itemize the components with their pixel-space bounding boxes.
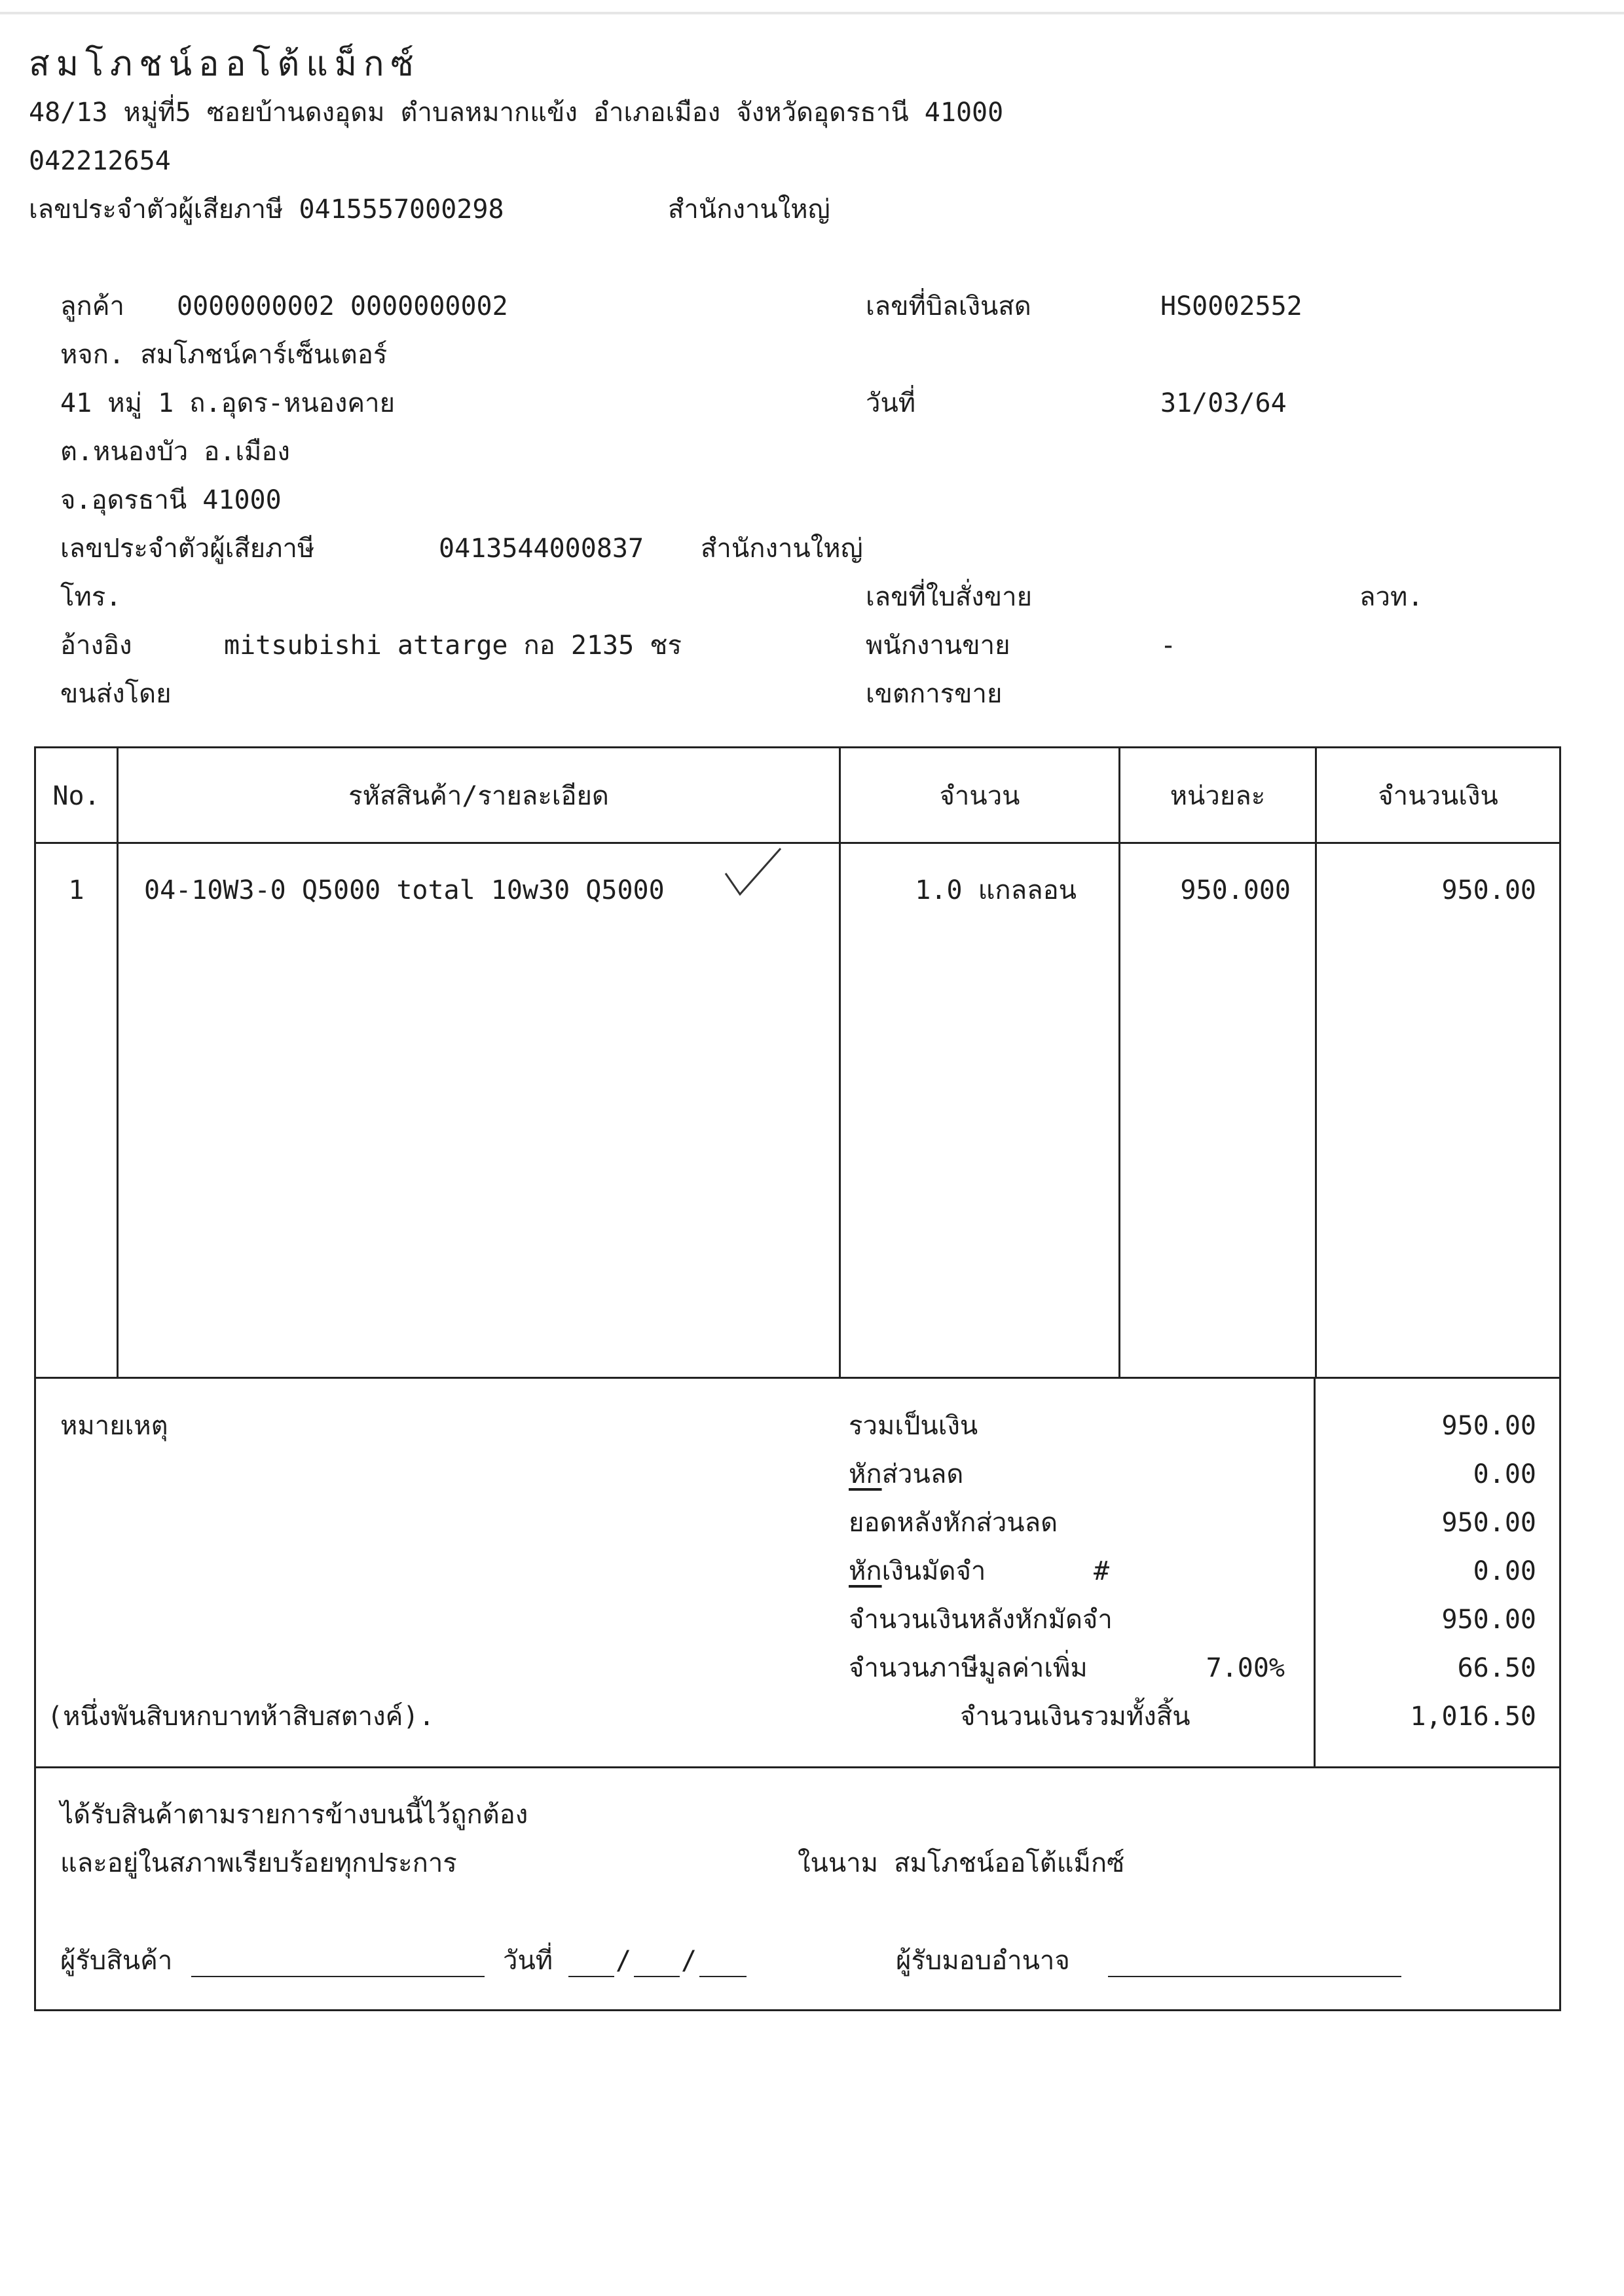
- vat-rate: 7.00%: [1206, 1653, 1285, 1683]
- bill-number: HS0002552: [1160, 291, 1302, 321]
- vat-label: จำนวนภาษีมูลค่าเพิ่ม: [849, 1653, 1088, 1683]
- column-divider: [1315, 746, 1317, 1379]
- vat-value: 66.50: [1457, 1653, 1536, 1683]
- column-divider: [839, 746, 841, 1379]
- deposit-hash: #: [1094, 1556, 1110, 1586]
- row-description: 04-10W3-0 Q5000 total 10w30 Q5000: [144, 875, 665, 905]
- receive-date-year-line: [699, 1976, 747, 1977]
- header-description: รหัสสินค้า/รายละเอียด: [348, 781, 609, 811]
- header-no: No.: [52, 781, 100, 811]
- customer-code: 0000000002 0000000002: [177, 291, 508, 321]
- row-unit-price: 950.000: [1180, 875, 1291, 905]
- row-quantity: 1.0 แกลลอน: [915, 875, 1077, 905]
- sales-order-label: เลขที่ใบสั่งขาย: [866, 582, 1033, 612]
- customer-address-2: ต.หนองบัว อ.เมือง: [60, 437, 290, 467]
- company-address: 48/13 หมู่ที่5 ซอยบ้านดงอุดม ตำบลหมากแข้ง อำเภอเมือง จังหวัดอุดรธานี 41000: [29, 98, 1004, 128]
- subtotal-value: 950.00: [1441, 1411, 1536, 1441]
- bill-number-label: เลขที่บิลเงินสด: [866, 291, 1031, 321]
- discount-prefix: หัก: [849, 1459, 882, 1489]
- discount-label-rest: ส่วนลด: [881, 1459, 964, 1489]
- authorized-signature-line: [1108, 1976, 1401, 1977]
- customer-phone-label: โทร.: [60, 582, 122, 612]
- authorized-label: ผู้รับมอบอำนาจ: [896, 1946, 1070, 1976]
- check-mark-icon: [720, 845, 786, 897]
- received-statement-1: ได้รับสินค้าตามรายการข้างบนนี้ไว้ถูกต้อง: [60, 1800, 528, 1830]
- company-tax-id: เลขประจำตัวผู้เสียภาษี 0415557000298: [29, 194, 504, 225]
- received-statement-2: และอยู่ในสภาพเรียบร้อยทุกประการ: [60, 1848, 457, 1878]
- deposit-label: [849, 1558, 986, 1584]
- company-phone: 042212654: [29, 146, 171, 176]
- header-quantity: จำนวน: [939, 781, 1020, 811]
- sales-zone-label: เขตการขาย: [866, 679, 1003, 709]
- grand-total-label: จำนวนเงินรวมทั้งสิ้น: [960, 1702, 1190, 1732]
- after-deposit-value: 950.00: [1441, 1605, 1536, 1635]
- customer-tax-label: เลขประจำตัวผู้เสียภาษี: [60, 534, 315, 564]
- salesman-value: -: [1160, 630, 1177, 661]
- remark-label: หมายเหตุ: [60, 1411, 168, 1441]
- deposit-label-rest: เงินมัดจำ: [881, 1556, 986, 1586]
- receiver-label: ผู้รับสินค้า: [60, 1946, 173, 1976]
- scan-top-edge: [0, 12, 1624, 14]
- reference-value: mitsubishi attarge กอ 2135 ชร: [224, 630, 682, 661]
- on-behalf-of: ในนาม สมโภชน์ออโต้แม็กซ์: [798, 1848, 1125, 1878]
- header-unit-price: หน่วยละ: [1170, 781, 1266, 811]
- customer-name: หจก. สมโภชน์คาร์เซ็นเตอร์: [60, 340, 388, 370]
- customer-label: ลูกค้า: [60, 291, 124, 321]
- customer-address-1: 41 หมู่ 1 ถ.อุดร-หนองคาย: [60, 388, 396, 418]
- date-separator: /: [616, 1946, 632, 1976]
- after-deposit-label: จำนวนเงินหลังหักมัดจำ: [849, 1605, 1113, 1635]
- grand-total-value: 1,016.50: [1410, 1702, 1536, 1732]
- date-separator: /: [681, 1946, 697, 1976]
- invoice-date: 31/03/64: [1160, 388, 1287, 418]
- subtotal-label: รวมเป็นเงิน: [849, 1411, 978, 1441]
- salesman-label: พนักงานขาย: [866, 630, 1010, 661]
- row-amount: 950.00: [1441, 875, 1536, 905]
- invoice-date-label: วันที่: [866, 388, 916, 418]
- deposit-prefix: หัก: [849, 1556, 882, 1586]
- totals-divider: [1314, 1377, 1316, 1768]
- customer-tax-branch: สำนักงานใหญ่: [701, 534, 863, 564]
- reference-label: อ้างอิง: [60, 630, 132, 661]
- company-branch: สำนักงานใหญ่: [668, 194, 830, 225]
- row-no: 1: [68, 875, 84, 905]
- customer-address-3: จ.อุดรธานี 41000: [60, 485, 282, 515]
- item-table: [34, 746, 1561, 1379]
- discount-label: [849, 1461, 963, 1487]
- company-name: สมโภชน์ออโต้แม็กซ์: [29, 45, 420, 84]
- receive-date-day-line: [568, 1976, 614, 1977]
- receiver-signature-line: [191, 1976, 485, 1977]
- deposit-value: 0.00: [1473, 1556, 1536, 1586]
- amount-in-words: (หนึ่งพันสิบหกบาทห้าสิบสตางค์).: [47, 1702, 435, 1732]
- receive-date-month-line: [634, 1976, 680, 1977]
- column-divider: [1118, 842, 1120, 1379]
- table-header-divider: [34, 842, 1561, 844]
- receive-date-label: วันที่: [503, 1946, 553, 1976]
- ltn-label: ลวท.: [1359, 582, 1424, 612]
- after-discount-label: ยอดหลังหักส่วนลด: [849, 1508, 1058, 1538]
- column-divider: [117, 746, 119, 1379]
- discount-value: 0.00: [1473, 1459, 1536, 1489]
- header-amount: จำนวนเงิน: [1378, 781, 1498, 811]
- customer-tax-id: 0413544000837: [439, 534, 644, 564]
- shipping-label: ขนส่งโดย: [60, 679, 172, 709]
- after-discount-value: 950.00: [1441, 1508, 1536, 1538]
